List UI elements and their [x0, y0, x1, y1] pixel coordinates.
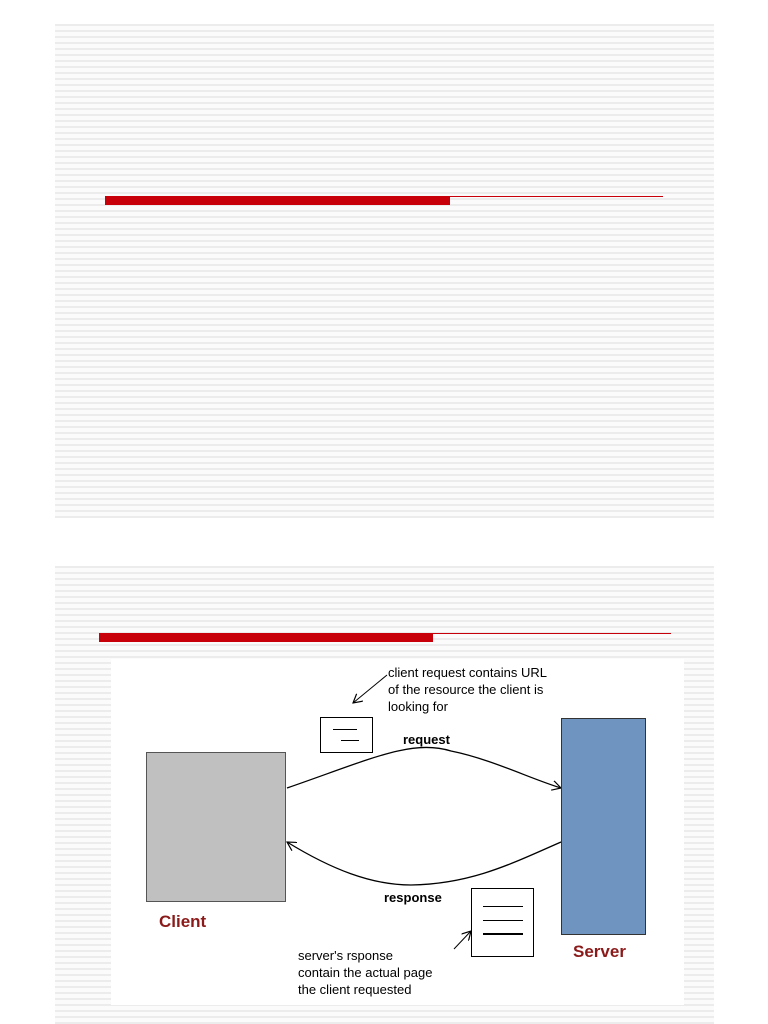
server-box [561, 718, 646, 935]
underline-thick [99, 633, 433, 642]
server-label: Server [573, 942, 626, 961]
client-server-diagram [111, 659, 684, 1005]
title-underline [105, 196, 663, 206]
slide-top [55, 24, 714, 518]
response-note-line: contain the actual page [298, 965, 433, 980]
response-note-line: the client requested [298, 982, 412, 997]
response-note-pointer [454, 931, 471, 949]
response-note-line: server's rsponse [298, 948, 393, 963]
underline-thick [105, 196, 450, 205]
response-label: response [384, 890, 442, 905]
request-arrow [287, 747, 561, 788]
title-underline [99, 633, 671, 643]
underline-thin [450, 196, 663, 197]
client-label: Client [159, 912, 207, 931]
response-note [298, 947, 432, 998]
client-box [146, 752, 286, 902]
request-note-line: looking for [388, 699, 448, 714]
request-note-pointer [353, 675, 387, 703]
response-document-icon [471, 888, 534, 957]
request-document-icon [320, 717, 373, 753]
request-label: request [403, 732, 450, 747]
request-note-line: client request contains URL [388, 665, 547, 680]
response-arrow [287, 842, 561, 885]
request-note [388, 664, 547, 715]
request-note-line: of the resource the client is [388, 682, 544, 697]
underline-thin [433, 633, 671, 634]
